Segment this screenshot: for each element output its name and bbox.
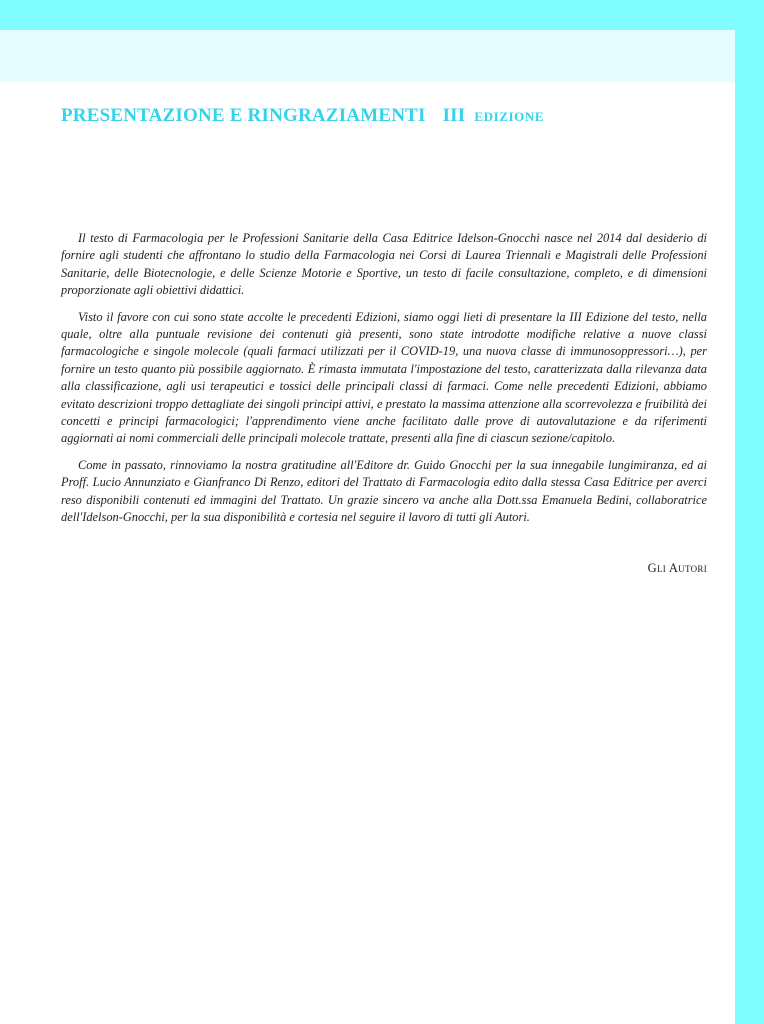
paragraph-2: Visto il favore con cui sono state accolte le precedenti Edizioni, siamo oggi lieti di presentare la III Edizione del testo, nella quale, oltre alla puntuale revisione dei contenuti già presenti, sono state introdotte modifiche relative a nuove classi farmacologiche e singole molecole (quali farmaci utilizzati per il COVID-19, una nuova classe di immunosoppressori…), per fornire un testo quanto più possibile aggiornato. È rimasta immutata l'impostazione del testo, caratterizzata dalla rilevanza data alla classificazione, agli usi terapeutici e tossici delle principali classi di farmaci. Come nelle precedenti Edizioni, abbiamo evitato descrizioni troppo dettagliate dei singoli principi attivi, e prestato la massima attenzione alla scorrevolezza e fruibilità dei concetti e principi farmacologici; l'apprendimento viene anche facilitato dalle prove di autovalutazione e da riferimenti aggiornati ai nomi commerciali delle principali molecole trattate, presenti alla fine di ciascun sezione/capitolo. — [61, 309, 707, 446]
title-edition-word: EDIZIONE — [474, 109, 545, 124]
header-light-band — [0, 30, 735, 82]
signature: Gli Autori — [647, 561, 707, 575]
paragraph-3: Come in passato, rinnoviamo la nostra gratitudine all'Editore dr. Guido Gnocchi per la sua innegabile lungimiranza, ed ai Proff. Lucio Annunziato e Gianfranco Di Renzo, editori del Trattato di Farmacologia edito dalla stessa Casa Editrice per averci reso disponibili contenuti ed immagini del Trattato. Un grazie sincero va anche alla Dott.ssa Emanuela Bedini, collaboratrice dell'Idelson-Gnocchi, per la sua disponibilità e cortesia nel seguire il lavoro di tutti gli Autori. — [61, 457, 707, 525]
top-color-band — [0, 0, 735, 30]
page-title — [61, 105, 544, 127]
paragraph-1: Il testo di Farmacologia per le Professioni Sanitarie della Casa Editrice Idelson-Gnocchi nasce nel 2014 dal desiderio di fornire agli studenti che affrontano lo studio della Farmacologia nei Corsi di Laurea Triennali e Magistrali delle Professioni Sanitarie, delle Biotecnologie, e delle Scienze Motorie e Sportive, un testo di facile consultazione, completo, e di dimensioni proporzionate agli obiettivi didattici. — [61, 231, 707, 298]
right-edge-strip — [735, 0, 764, 1024]
title-main: PRESENTAZIONE E RINGRAZIAMENTI — [61, 105, 426, 126]
body-text — [61, 230, 707, 536]
title-edition-number: III — [442, 105, 466, 126]
